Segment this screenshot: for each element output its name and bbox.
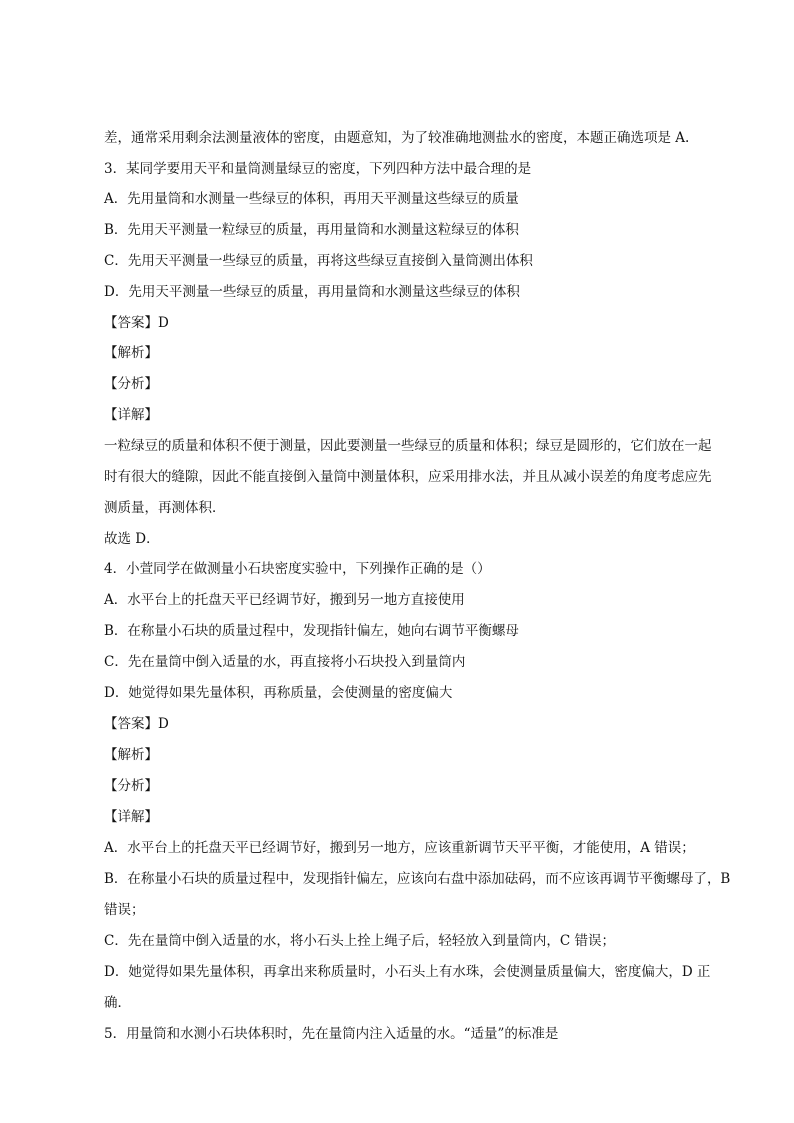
explanation-line: 时有很大的缝隙，因此不能直接倒入量筒中测量体积，应采用排水法，并且从减小误差的角度考虑应先 — [104, 469, 712, 485]
details-label: 【详解】 — [104, 809, 158, 825]
explanation-line: 一粒绿豆的质量和体积不便于测量，因此要测量一些绿豆的质量和体积；绿豆是圆形的，它们放在一起 — [104, 438, 712, 454]
answer-label: 【答案】D — [104, 315, 169, 331]
question-3-option-a: A．先用量筒和水测量一些绿豆的体积，再用天平测量这些绿豆的质量 — [104, 191, 519, 207]
explanation-line: 错误； — [104, 902, 145, 918]
text-line: 差，通常采用剩余法测量液体的密度，由题意知，为了较准确地测盐水的密度，本题正确选项是 A. — [104, 130, 690, 146]
explanation-line: 确． — [104, 995, 131, 1011]
breakdown-label: 【分析】 — [104, 778, 158, 794]
question-3-option-b: B．先用天平测量一粒绿豆的质量，再用量筒和水测量这粒绿豆的体积 — [104, 222, 519, 238]
question-4-option-c: C．先在量筒中倒入适量的水，再直接将小石块投入到量筒内 — [104, 654, 466, 670]
question-4-option-d: D．她觉得如果先量体积，再称质量，会使测量的密度偏大 — [104, 685, 453, 701]
analysis-label: 【解析】 — [104, 345, 158, 361]
explanation-line: 测质量，再测体积． — [104, 500, 226, 516]
question-3-option-c: C．先用天平测量一些绿豆的质量，再将这些绿豆直接倒入量筒测出体积 — [104, 253, 533, 269]
conclusion-line: 故选 D． — [104, 531, 160, 547]
explanation-line: B．在称量小石块的质量过程中，发现指针偏左，应该向右盘中添加砝码，而不应该再调节平衡螺母了，B — [104, 871, 731, 887]
question-4-stem: 4．小萱同学在做测量小石块密度实验中，下列操作正确的是（） — [104, 561, 491, 577]
analysis-label: 【解析】 — [104, 747, 158, 763]
breakdown-label: 【分析】 — [104, 376, 158, 392]
question-4-option-a: A．水平台上的托盘天平已经调节好，搬到另一地方直接使用 — [104, 592, 465, 608]
explanation-line: C．先在量筒中倒入适量的水，将小石头上拴上绳子后，轻轻放入到量筒内，C 错误； — [104, 933, 615, 949]
question-3-option-d: D．先用天平测量一些绿豆的质量，再用量筒和水测量这些绿豆的体积 — [104, 284, 520, 300]
question-5-stem: 5．用量筒和水测小石块体积时，先在量筒内注入适量的水。“适量”的标准是 — [104, 1026, 559, 1042]
answer-label: 【答案】D — [104, 716, 169, 732]
question-3-stem: 3．某同学要用天平和量筒测量绿豆的密度，下列四种方法中最合理的是 — [104, 161, 532, 177]
explanation-line: A．水平台上的托盘天平已经调节好，搬到另一地方，应该重新调节天平平衡，才能使用，A 错误； — [104, 840, 695, 856]
explanation-line: D．她觉得如果先量体积，再拿出来称质量时，小石头上有水珠，会使测量质量偏大，密度偏大，D 正 — [104, 964, 711, 980]
details-label: 【详解】 — [104, 407, 158, 423]
question-4-option-b: B．在称量小石块的质量过程中，发现指针偏左，她向右调节平衡螺母 — [104, 623, 519, 639]
